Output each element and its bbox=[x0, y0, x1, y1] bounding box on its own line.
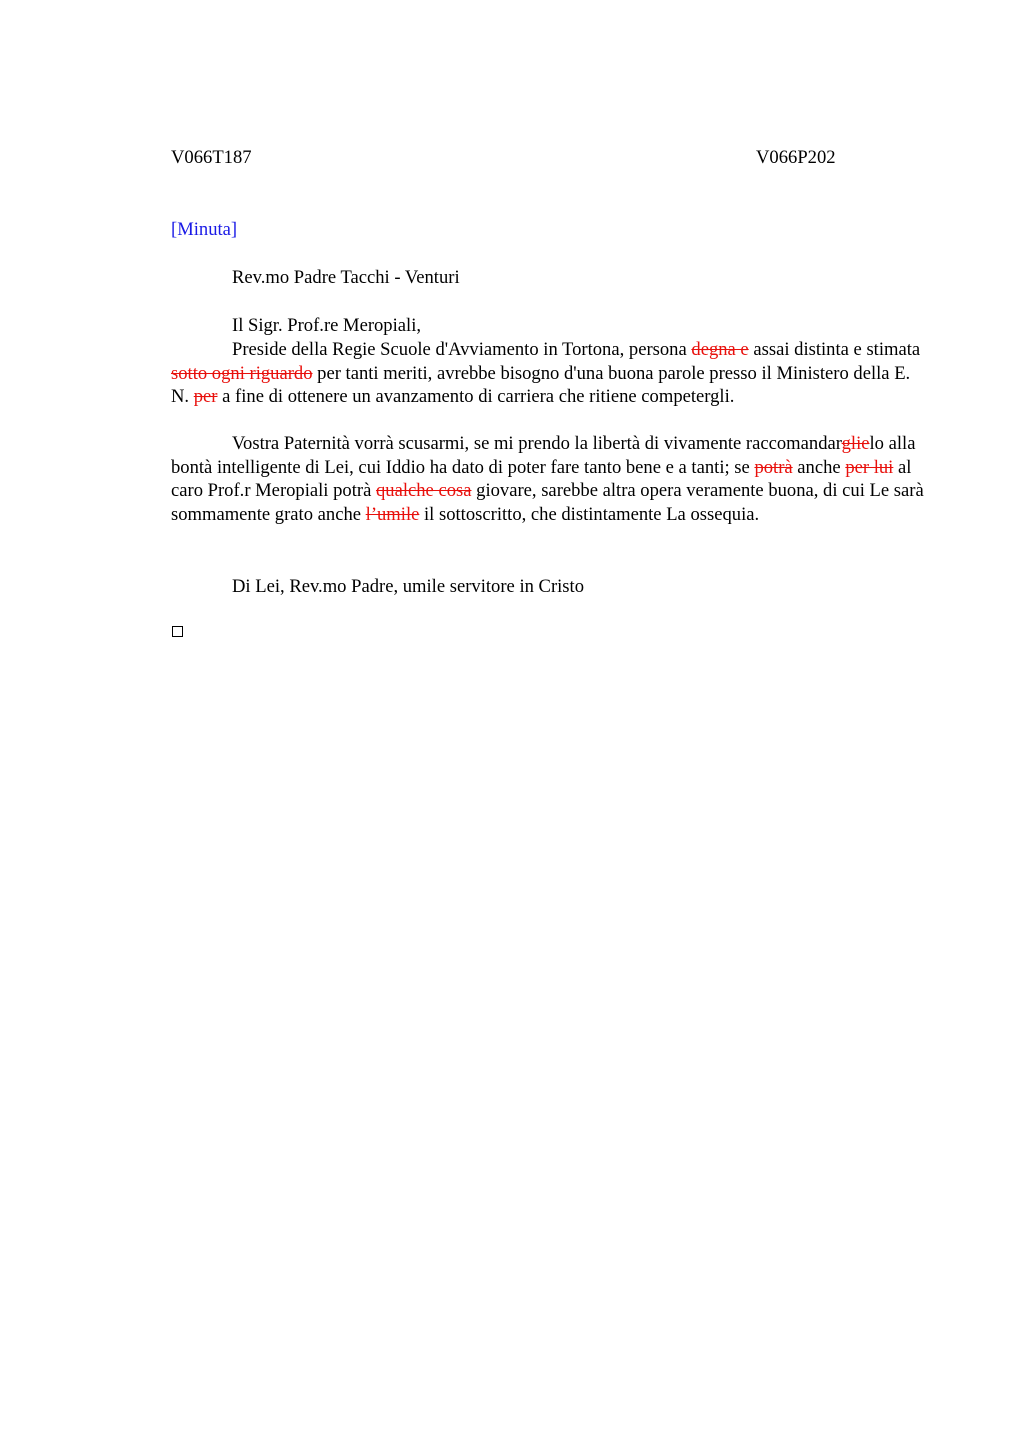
text-run: lo alla bontà intelligente di Lei, cui Iddio ha dato di poter fare tanto bene e a tanti; se bbox=[171, 433, 916, 478]
paragraph-1-opening bbox=[171, 314, 931, 338]
deleted-text: per bbox=[193, 386, 218, 408]
paragraph-1 bbox=[171, 338, 931, 409]
reference-code-right: V066P202 bbox=[756, 147, 836, 168]
deleted-text: glie bbox=[841, 433, 870, 454]
paragraph-2 bbox=[171, 432, 931, 526]
text-run: anche bbox=[792, 456, 846, 478]
deleted-text: per lui bbox=[845, 456, 894, 478]
signoff: Di Lei, Rev.mo Padre, umile servitore in Cristo bbox=[232, 576, 585, 597]
reference-code-left: V066T187 bbox=[171, 147, 252, 168]
text-run: giovare, sarebbe altra opera veramente buona, di cui Le sarà sommamente grato anche bbox=[171, 480, 924, 525]
paragraph-1-opening-text: Il Sigr. Prof.re Meropiali, bbox=[232, 315, 422, 336]
salutation: Rev.mo Padre Tacchi - Venturi bbox=[232, 267, 460, 288]
text-run: assai distinta e stimata bbox=[748, 339, 921, 360]
deleted-text: potrà bbox=[754, 456, 793, 478]
text-run: per tanti meriti, avrebbe bisogno d'una buona parole presso il Ministero della E. N. bbox=[171, 362, 911, 408]
checkbox-icon bbox=[172, 626, 183, 637]
draft-note: [Minuta] bbox=[171, 219, 238, 240]
text-run: il sottoscritto, che distintamente La ossequia. bbox=[419, 503, 760, 525]
text-run: al caro Prof.r Meropiali potrà bbox=[171, 456, 912, 502]
text-run: Vostra Paternità vorrà scusarmi, se mi prendo la libertà di vivamente raccomandar bbox=[232, 433, 842, 454]
deleted-text: l’umile bbox=[365, 503, 420, 525]
deleted-text: sotto ogni riguardo bbox=[171, 362, 313, 384]
deleted-text: degna e bbox=[691, 339, 749, 360]
text-run: a fine di ottenere un avanzamento di carriera che ritiene competergli. bbox=[217, 386, 735, 408]
text-run: Preside della Regie Scuole d'Avviamento in Tortona, persona bbox=[232, 339, 692, 360]
deleted-text: qualche cosa bbox=[375, 480, 472, 502]
